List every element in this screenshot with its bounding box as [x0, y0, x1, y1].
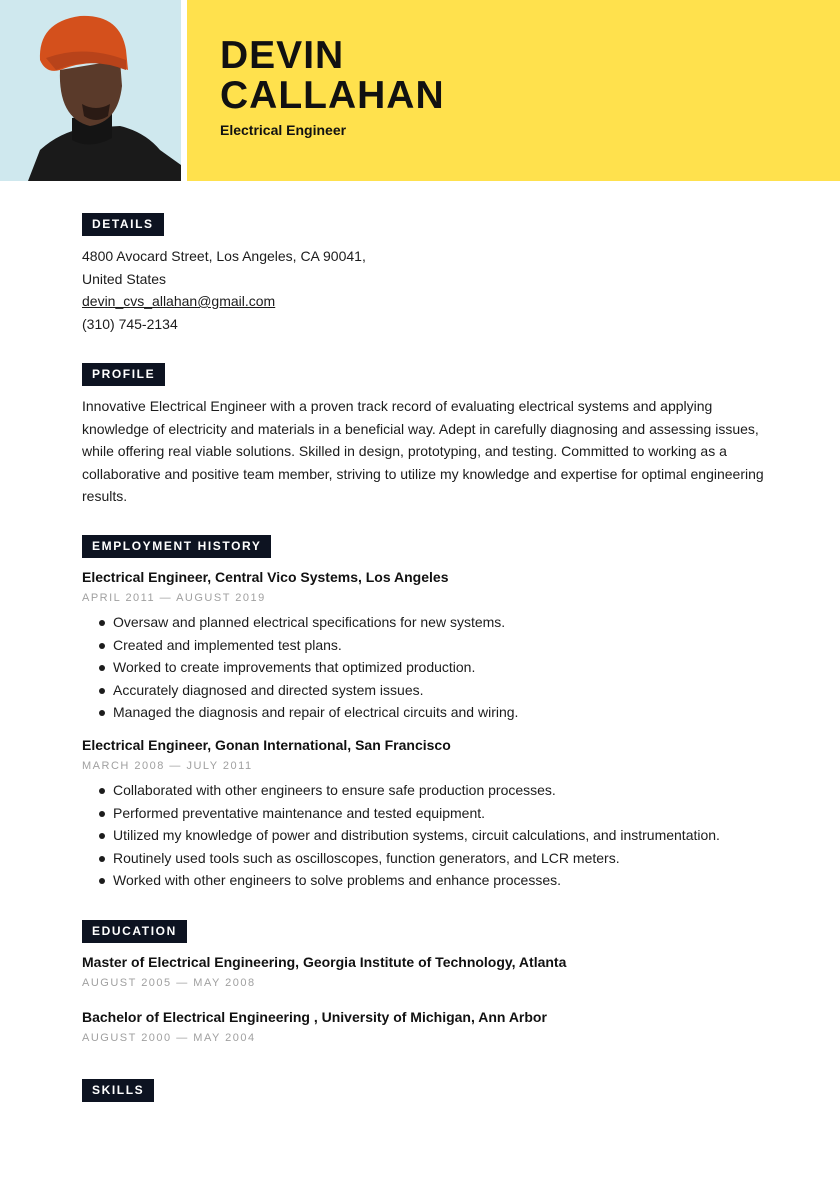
- name-banner: [187, 0, 840, 181]
- list-item: Collaborated with other engineers to ensure safe production processes.: [82, 779, 772, 802]
- section-tag-employment: EMPLOYMENT HISTORY: [82, 535, 271, 558]
- email-link[interactable]: devin_cvs_allahan@gmail.com: [82, 293, 276, 309]
- section-tag-details: DETAILS: [82, 213, 164, 236]
- education-title: Bachelor of Electrical Engineering , University of Michigan, Ann Arbor: [82, 1009, 547, 1025]
- list-item: Created and implemented test plans.: [82, 634, 772, 657]
- list-item: Utilized my knowledge of power and distribution systems, circuit calculations, and instrumentation.: [82, 824, 772, 847]
- list-item: Accurately diagnosed and directed system issues.: [82, 679, 772, 702]
- list-item: Worked to create improvements that optimized production.: [82, 656, 772, 679]
- section-tag-skills: SKILLS: [82, 1079, 154, 1102]
- list-item: Routinely used tools such as oscilloscopes, function generators, and LCR meters.: [82, 847, 772, 870]
- employment-dates: APRIL 2011 — AUGUST 2019: [82, 592, 266, 604]
- education-dates: AUGUST 2005 — MAY 2008: [82, 977, 256, 989]
- section-tag-education: EDUCATION: [82, 920, 187, 943]
- employment-bullets: [82, 611, 772, 724]
- job-title: Electrical Engineer: [220, 122, 347, 138]
- education-dates: AUGUST 2000 — MAY 2004: [82, 1032, 256, 1044]
- resume-header: [0, 0, 840, 181]
- candidate-name: [220, 36, 445, 116]
- list-item: Performed preventative maintenance and tested equipment.: [82, 802, 772, 825]
- first-name: DEVIN: [220, 34, 345, 77]
- address-line-2: United States: [82, 271, 167, 287]
- list-item: Oversaw and planned electrical specifications for new systems.: [82, 611, 772, 634]
- list-item: Managed the diagnosis and repair of electrical circuits and wiring.: [82, 701, 772, 724]
- list-item: Worked with other engineers to solve problems and enhance processes.: [82, 869, 772, 892]
- employment-title: Electrical Engineer, Central Vico Systems, Los Angeles: [82, 569, 449, 585]
- profile-photo: [0, 0, 181, 181]
- employment-dates: MARCH 2008 — JULY 2011: [82, 760, 253, 772]
- profile-summary: Innovative Electrical Engineer with a proven track record of evaluating electrical systems and applying knowledge of electricity and materials in a beneficial way. Adept in carefully diagnosing and assessing issues, while offering real viable solutions. Skilled in design, prototyping, and testing. Committed to working as a collaborative and positive team member, striving to utilize my knowledge and expertise for optimal engineering results.: [82, 398, 764, 504]
- profile-photo-illustration: [0, 0, 181, 181]
- phone-number: (310) 745-2134: [82, 316, 178, 332]
- section-tag-profile: PROFILE: [82, 363, 165, 386]
- education-title: Master of Electrical Engineering, Georgia Institute of Technology, Atlanta: [82, 954, 567, 970]
- employment-bullets: [82, 779, 772, 892]
- employment-title: Electrical Engineer, Gonan International, San Francisco: [82, 737, 451, 753]
- address-line-1: 4800 Avocard Street, Los Angeles, CA 90041,: [82, 248, 366, 264]
- last-name: CALLAHAN: [220, 74, 445, 117]
